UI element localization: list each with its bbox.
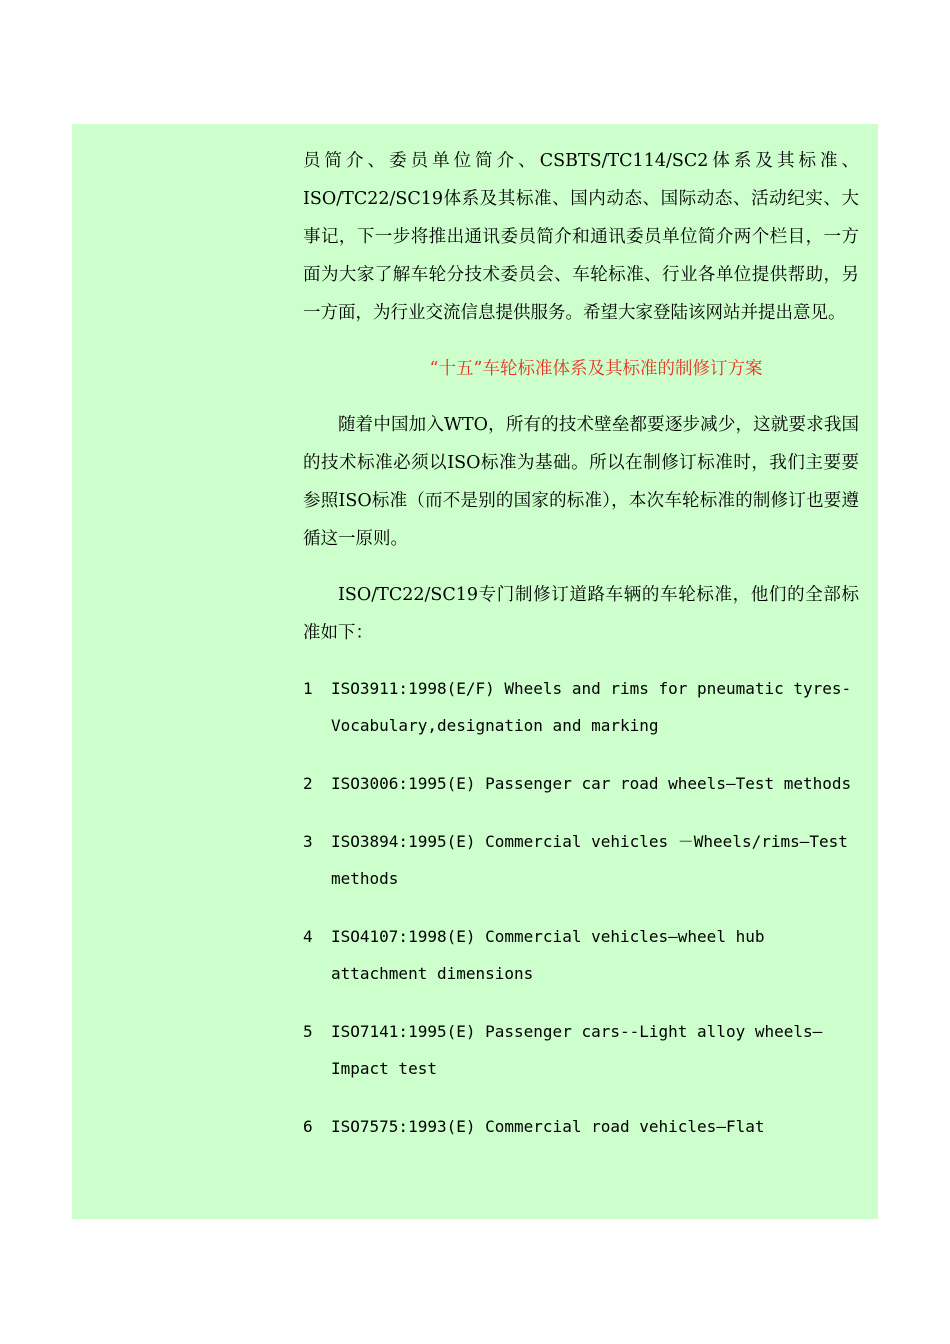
document-page-panel: [72, 124, 878, 1219]
body-paragraph-2: ISO/TC22/SC19专门制修订道路车辆的车轮标准，他们的全部标准如下：: [303, 585, 859, 643]
intro-paragraph: 员简介、委员单位简介、CSBTS/TC114/SC2体系及其标准、ISO/TC22/SC19体系及其标准、国内动态、国际动态、活动纪实、大事记，下一步将推出通讯委员简介和通讯委员单位简介两个栏目，一方面为大家了解车轮分技术委员会、车轮标准、行业各单位提供帮助，另一方面，为行业交流信息提供服务。希望大家登陆该网站并提出意见。: [303, 151, 859, 323]
standard-item-number: 1: [303, 679, 313, 698]
standard-item-text: ISO3006:1995(E) Passenger car road wheels—Test methods: [331, 774, 852, 793]
standard-item-number: 3: [303, 832, 313, 851]
standard-item-number: 5: [303, 1022, 313, 1041]
standard-item: [303, 670, 859, 744]
standard-item-number: 4: [303, 927, 313, 946]
standard-item: [303, 1013, 859, 1087]
standard-item-text: ISO7141:1995(E) Passenger cars--Light alloy wheels—Impact test: [331, 1022, 823, 1078]
section-title: “十五”车轮标准体系及其标准的制修订方案: [429, 359, 763, 379]
standard-item: [303, 823, 859, 897]
standard-item-text: ISO3894:1995(E) Commercial vehicles －Wheels/rims—Test methods: [331, 832, 848, 888]
standard-item-number: 6: [303, 1117, 313, 1136]
standard-item-number: 2: [303, 774, 313, 793]
document-content: [303, 142, 859, 1166]
standard-item-text: ISO3911:1998(E/F) Wheels and rims for pneumatic tyres-Vocabulary,designation and marking: [331, 679, 852, 735]
body-paragraph-1: 随着中国加入WTO，所有的技术壁垒都要逐步减少，这就要求我国的技术标准必须以ISO标准为基础。所以在制修订标准时，我们主要要参照ISO标准（而不是别的国家的标准），本次车轮标准的制修订也要遵循这一原则。: [303, 415, 859, 549]
standard-item: [303, 765, 859, 802]
standard-item: [303, 1108, 859, 1145]
standard-item-text: ISO4107:1998(E) Commercial vehicles—wheel hub attachment dimensions: [331, 927, 765, 983]
standard-item-text: ISO7575:1993(E) Commercial road vehicles—Flat: [331, 1117, 765, 1136]
standard-item: [303, 918, 859, 992]
